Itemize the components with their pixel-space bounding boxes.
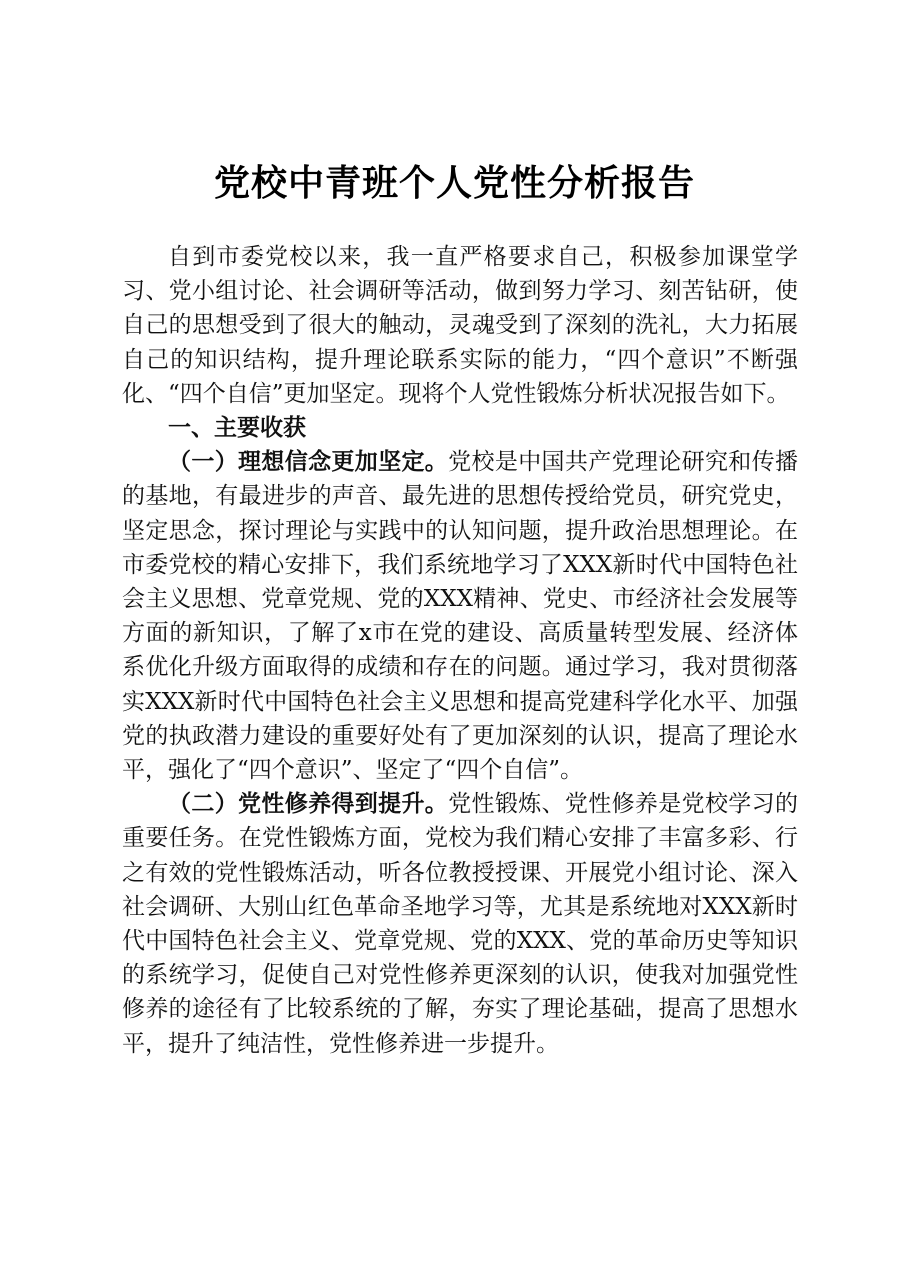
section-heading: 一、主要收获 — [168, 415, 306, 442]
item-2-lead: （二）党性修养得到提升。 — [168, 791, 449, 818]
document-title: 党校中青班个人党性分析报告 — [213, 163, 695, 204]
paragraph-item-2 — [122, 787, 798, 1061]
paragraph-item-1 — [122, 445, 798, 787]
item-2-text: 党性锻炼、党性修养是党校学习的重要任务。在党性锻炼方面，党校为我们精心安排了丰富多彩、行之有效的党性锻炼活动，听各位教授授课、开展党小组讨论、深入社会调研、大别山红色革命圣地学习等，尤其是系统地对XXX新时代中国特色社会主义、党章党规、党的XXX、党的革命历史等知识的系统学习，促使自己对党性修养更深刻的认识，使我对加强党性修养的途径有了比较系统的了解，夯实了理论基础，提高了思想水平，提升了纯洁性，党性修养进一步提升。 — [122, 791, 799, 1057]
item-1-lead: （一）理想信念更加坚定。 — [168, 449, 449, 476]
document-body — [122, 240, 798, 1061]
intro-paragraph: 自到市委党校以来，我一直严格要求自己，积极参加课堂学习、党小组讨论、社会调研等活动，做到努力学习、刻苦钻研，使自己的思想受到了很大的触动，灵魂受到了深刻的洗礼，大力拓展自己的知识结构，提升理论联系实际的能力，“四个意识”不断强化、“四个自信”更加坚定。现将个人党性锻炼分析状况报告如下。 — [122, 244, 798, 407]
item-1-text: 党校是中国共产党理论研究和传播的基地，有最进步的声音、最先进的思想传授给党员，研究党史，坚定思念，探讨理论与实践中的认知问题，提升政治思想理论。在市委党校的精心安排下，我们系统地学习了XXX新时代中国特色社会主义思想、党章党规、党的XXX精神、党史、市经济社会发展等方面的新知识，了解了x市在党的建设、高质量转型发展、经济体系优化升级方面取得的成绩和存在的问题。通过学习，我对贯彻落实XXX新时代中国特色社会主义思想和提高党建科学化水平、加强党的执政潜力建设的重要好处有了更加深刻的认识，提高了理论水平，强化了“四个意识”、坚定了“四个自信”。 — [122, 449, 799, 784]
